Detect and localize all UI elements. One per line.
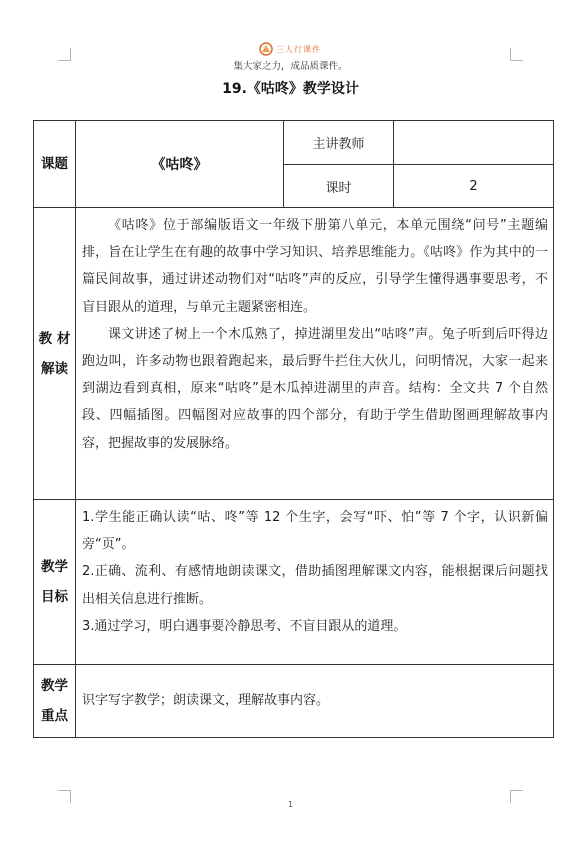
material-paragraph-1: 《咕咚》位于部编版语文一年级下册第八单元，本单元围绕“问号”主题编排，旨在让学生在有趣的故事中学习知识、培养思维能力。《咕咚》作为其中的一篇民间故事，通过讲述动物们对“咕咚”声的反应，引导学生懂得遇事要思考，不盲目跟从的道理，与单元主题紧密相连。 [82, 218, 548, 315]
lesson-label: 课题 [34, 121, 76, 208]
focus-paragraph: 识字写字教学；朗读课文，理解故事内容。 [82, 693, 330, 709]
table-row [34, 665, 554, 738]
logo-text: 三人行课件 [276, 45, 321, 54]
lesson-title: 《咕咚》 [76, 121, 284, 208]
material-label [34, 208, 76, 500]
focus-label-line-1: 教学 [41, 678, 68, 694]
lesson-plan-table [33, 120, 554, 738]
hours-label: 课时 [284, 165, 394, 208]
focus-label-line-2: 重点 [41, 708, 68, 724]
page-title: 19.《咕咚》教学设计 [222, 81, 359, 97]
goal-label-line-2: 目标 [41, 589, 68, 605]
goal-label-line-1: 教学 [41, 559, 68, 575]
focus-label [34, 665, 76, 738]
material-label-line-1: 教 材 [38, 330, 71, 347]
hours-value: 2 [394, 165, 554, 208]
material-label-line-2: 解读 [41, 360, 68, 377]
focus-text [76, 665, 554, 738]
teacher-value [394, 121, 554, 165]
teacher-label: 主讲教师 [284, 121, 394, 165]
goal-item-2: 2.正确、流利、有感情地朗读课文，借助插图理解课文内容，能根据课后问题找出相关信息进行推断。 [82, 564, 548, 607]
goal-label [34, 500, 76, 665]
material-paragraph-2: 课文讲述了树上一个木瓜熟了，掉进湖里发出“咕咚”声。兔子听到后吓得边跑边叫，许多动物也跟着跑起来，最后野牛拦住大伙儿，问明情况，大家一起来到湖边看到真相，原来“咕咚”是木瓜掉进湖里的声音。结构：全文共 7 个自然段、四幅插图。四幅图对应故事的四个部分，有助于学生借助图画理解故事内容，把握故事的发展脉络。 [82, 326, 548, 451]
goal-text [76, 500, 554, 665]
goal-item-1: 1.学生能正确认读“咕、咚”等 12 个生字，会写“吓、怕”等 7 个字，认识新偏旁“页”。 [82, 510, 548, 553]
table-row [34, 208, 554, 500]
table-row [34, 121, 554, 165]
page-number: 1 [287, 800, 294, 809]
table-row [34, 500, 554, 665]
slogan: 集大家之力，成品质课件。 [233, 61, 348, 72]
goal-item-3: 3.通过学习，明白遇事要冷静思考、不盲目跟从的道理。 [82, 618, 407, 634]
material-text [76, 208, 554, 500]
